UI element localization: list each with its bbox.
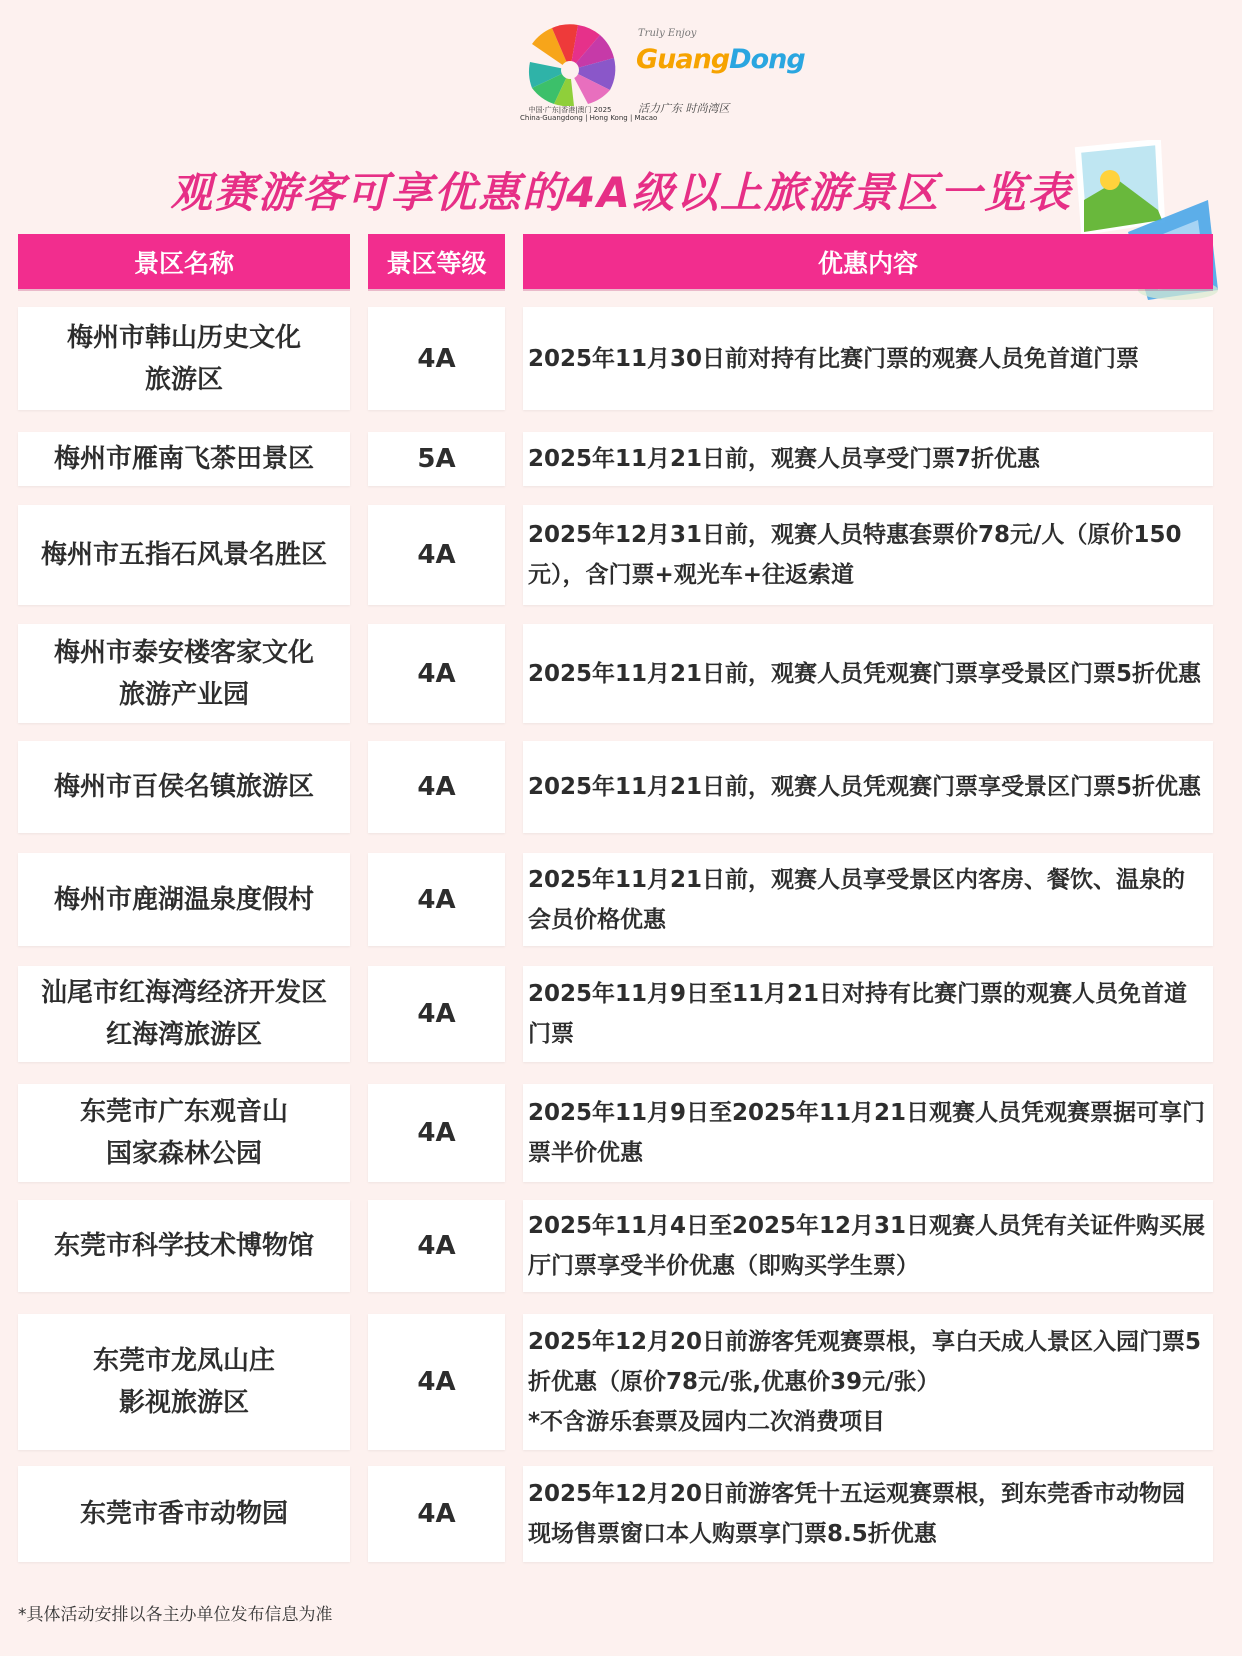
table-cell-level: 4A	[368, 624, 505, 723]
table-cell-level: 4A	[368, 1314, 505, 1450]
games-emblem-icon	[520, 20, 620, 106]
table-cell-level: 4A	[368, 307, 505, 410]
table-cell-level: 4A	[368, 853, 505, 946]
table-cell-discount: 2025年11月30日前对持有比赛门票的观赛人员免首道门票	[523, 307, 1213, 410]
table-cell-level: 4A	[368, 1466, 505, 1562]
table-cell-name: 汕尾市红海湾经济开发区 红海湾旅游区	[18, 966, 350, 1062]
table-cell-discount: 2025年11月9日至11月21日对持有比赛门票的观赛人员免首道门票	[523, 966, 1213, 1062]
table-cell-name: 东莞市科学技术博物馆	[18, 1200, 350, 1292]
table-cell-discount: 2025年12月20日前游客凭十五运观赛票根，到东莞香市动物园现场售票窗口本人购票享门票8.5折优惠	[523, 1466, 1213, 1562]
table-cell-discount: 2025年11月21日前，观赛人员享受门票7折优惠	[523, 432, 1213, 486]
table-cell-level: 5A	[368, 432, 505, 486]
table-cell-name: 东莞市广东观音山 国家森林公园	[18, 1084, 350, 1182]
guangdong-tourism-logo	[636, 28, 805, 118]
table-cell-discount: 2025年11月21日前，观赛人员享受景区内客房、餐饮、温泉的会员价格优惠	[523, 853, 1213, 946]
table-cell-discount: 2025年11月21日前，观赛人员凭观赛门票享受景区门票5折优惠	[523, 741, 1213, 833]
gd-slogan: 活力广东 时尚湾区	[638, 102, 730, 115]
table-cell-level: 4A	[368, 1200, 505, 1292]
table-cell-name: 东莞市龙凤山庄 影视旅游区	[18, 1314, 350, 1450]
gd-wordmark: GuangDong	[636, 44, 805, 75]
header-scenic-level: 景区等级	[368, 234, 505, 289]
table-cell-discount: 2025年12月20日前游客凭观赛票根，享白天成人景区入园门票5折优惠（原价78元/张,优惠价39元/张） *不含游乐套票及园内二次消费项目	[523, 1314, 1213, 1450]
games-logo	[520, 20, 658, 125]
table-cell-name: 东莞市香市动物园	[18, 1466, 350, 1562]
table-cell-level: 4A	[368, 966, 505, 1062]
table-cell-discount: 2025年11月21日前，观赛人员凭观赛门票享受景区门票5折优惠	[523, 624, 1213, 723]
table-cell-name: 梅州市鹿湖温泉度假村	[18, 853, 350, 946]
header-logos	[0, 0, 1242, 140]
header-discount: 优惠内容	[523, 234, 1213, 289]
table-cell-level: 4A	[368, 505, 505, 605]
table-cell-name: 梅州市韩山历史文化 旅游区	[18, 307, 350, 410]
table-cell-name: 梅州市泰安楼客家文化 旅游产业园	[18, 624, 350, 723]
table-cell-discount: 2025年12月31日前，观赛人员特惠套票价78元/人（原价150元），含门票+观光车+往返索道	[523, 505, 1213, 605]
table-cell-name: 梅州市五指石风景名胜区	[18, 505, 350, 605]
table-cell-level: 4A	[368, 741, 505, 833]
table-cell-level: 4A	[368, 1084, 505, 1182]
footnote: *具体活动安排以各主办单位发布信息为准	[18, 1605, 333, 1625]
table-cell-discount: 2025年11月9日至2025年11月21日观赛人员凭观赛票据可享门票半价优惠	[523, 1084, 1213, 1182]
page-title: 观赛游客可享优惠的4A级以上旅游景区一览表	[170, 168, 1072, 217]
games-logo-caption: 中国·广东|香港|澳门 2025 China·Guangdong | Hong Kong | Macao	[520, 106, 658, 122]
table-cell-name: 梅州市百侯名镇旅游区	[18, 741, 350, 833]
header-scenic-name: 景区名称	[18, 234, 350, 289]
table-cell-name: 梅州市雁南飞茶田景区	[18, 432, 350, 486]
table-cell-discount: 2025年11月4日至2025年12月31日观赛人员凭有关证件购买展厅门票享受半价优惠（即购买学生票）	[523, 1200, 1213, 1292]
gd-tagline: Truly Enjoy	[638, 28, 697, 39]
